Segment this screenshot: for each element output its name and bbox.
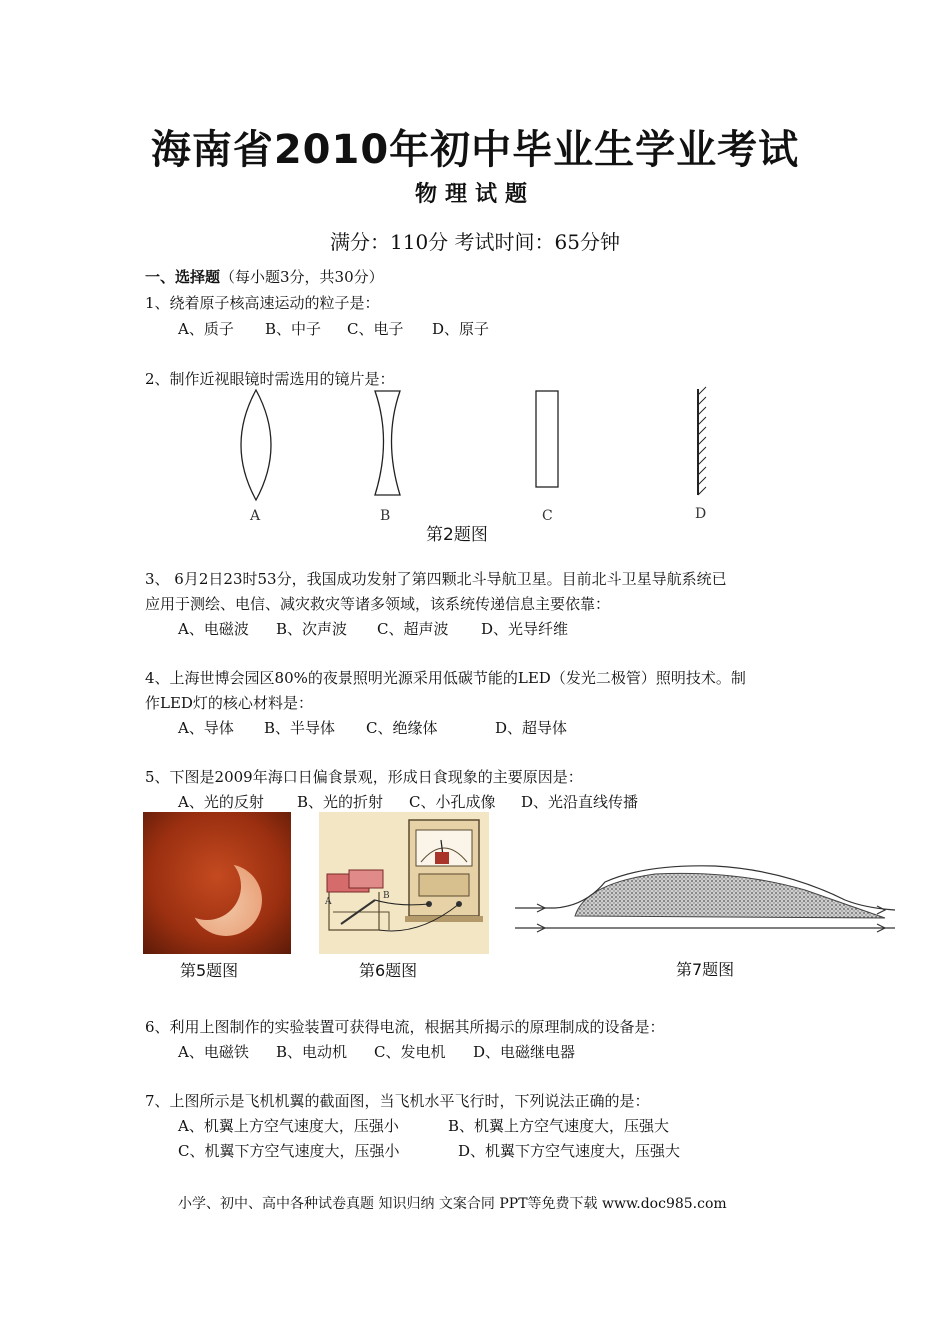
- convex-lens-shape: [241, 390, 271, 500]
- lens-label-d: D: [695, 506, 707, 522]
- q3-option-b: B、次声波: [276, 620, 348, 638]
- apparatus-label-b: B: [383, 891, 390, 901]
- question-7-options-row2: [178, 1140, 680, 1161]
- plane-mirror-shape: [698, 387, 706, 495]
- wing-cross-section: [515, 860, 900, 940]
- question-7-options-row1: [178, 1115, 669, 1136]
- question-3-stem-line1: 3、 6月2日23时53分，我国成功发射了第四颗北斗导航卫星。目前北斗卫星导航系统已: [145, 570, 727, 588]
- lens-label-b: B: [380, 508, 391, 524]
- section-heading: [145, 266, 384, 287]
- question-5-stem: 5、下图是2009年海口日偏食景观，形成日食现象的主要原因是：: [145, 768, 583, 786]
- apparatus-label-a: A: [325, 897, 332, 907]
- question-6-stem: 6、利用上图制作的实验装置可获得电流，根据其所揭示的原理制成的设备是：: [145, 1018, 665, 1036]
- question-2-stem: 2、制作近视眼镜时需选用的镜片是：: [145, 370, 395, 388]
- question-4-options: [178, 717, 567, 738]
- q4-option-c: C、绝缘体: [366, 719, 438, 737]
- figure-2-caption: 第2题图: [426, 525, 488, 545]
- q7-option-c: C、机翼下方空气速度大，压强小: [178, 1142, 400, 1160]
- q1-option-d: D、原子: [432, 320, 490, 338]
- question-1-options: [178, 318, 489, 339]
- question-4-stem-line2: 作LED灯的核心材料是：: [145, 694, 313, 712]
- wing-airfoil: [575, 873, 885, 918]
- section-title: 一、选择题: [145, 268, 221, 286]
- question-7-stem: 7、上图所示是飞机机翼的截面图，当飞机水平飞行时，下列说法正确的是：: [145, 1092, 650, 1110]
- question-3-stem-line2: 应用于测绘、电信、减灾救灾等诸多领域，该系统传递信息主要依靠：: [145, 595, 611, 613]
- solar-eclipse-photo: [143, 812, 291, 954]
- figure-6-caption: 第6题图: [359, 961, 418, 980]
- q7-option-a: A、机翼上方空气速度大，压强小: [178, 1117, 399, 1135]
- figure-7-caption: 第7题图: [676, 960, 735, 979]
- induction-apparatus-photo: [319, 812, 489, 954]
- q5-option-a: A、光的反射: [178, 793, 264, 811]
- question-1-stem: 1、绕着原子核高速运动的粒子是：: [145, 294, 380, 312]
- score-and-time: 满分：110分 考试时间：65分钟: [330, 230, 620, 254]
- sun-crescent: [190, 864, 262, 936]
- lens-label-a: A: [250, 508, 261, 524]
- q7-option-b: B、机翼上方空气速度大，压强大: [448, 1117, 670, 1135]
- figure-5-caption: 第5题图: [180, 961, 239, 980]
- question-4-stem-line1: 4、上海世博会园区80%的夜景照明光源采用低碳节能的LED（发光二极管）照明技术。制: [145, 669, 746, 687]
- flat-glass-shape: [536, 391, 558, 487]
- q6-option-b: B、电动机: [276, 1043, 348, 1061]
- footer-text: 小学、初中、高中各种试卷真题 知识归纳 文案合同 PPT等免费下载 www.doc985.com: [178, 1196, 727, 1212]
- q7-option-d: D、机翼下方空气速度大，压强大: [458, 1142, 681, 1160]
- q1-option-a: A、质子: [178, 320, 234, 338]
- exam-title: 海南省2010年初中毕业生学业考试: [150, 127, 800, 173]
- q6-option-d: D、电磁继电器: [473, 1043, 576, 1061]
- q3-option-d: D、光导纤维: [481, 620, 569, 638]
- q4-option-d: D、超导体: [495, 719, 568, 737]
- q6-option-c: C、发电机: [374, 1043, 446, 1061]
- q3-option-c: C、超声波: [377, 620, 449, 638]
- q6-option-a: A、电磁铁: [178, 1043, 249, 1061]
- lens-label-c: C: [542, 508, 553, 524]
- q4-option-a: A、导体: [178, 719, 234, 737]
- q1-option-b: B、中子: [265, 320, 322, 338]
- concave-lens-shape: [375, 391, 400, 495]
- exam-subtitle: 物理试题: [414, 182, 535, 207]
- question-3-options: [178, 618, 568, 639]
- question-6-options: [178, 1041, 575, 1062]
- q5-option-d: D、光沿直线传播: [521, 793, 639, 811]
- q5-option-b: B、光的折射: [297, 793, 384, 811]
- q5-option-c: C、小孔成像: [409, 793, 496, 811]
- q4-option-b: B、半导体: [264, 719, 336, 737]
- q3-option-a: A、电磁波: [178, 620, 249, 638]
- question-5-options: [178, 791, 638, 812]
- section-note: （每小题3分，共30分）: [220, 268, 384, 286]
- q1-option-c: C、电子: [347, 320, 404, 338]
